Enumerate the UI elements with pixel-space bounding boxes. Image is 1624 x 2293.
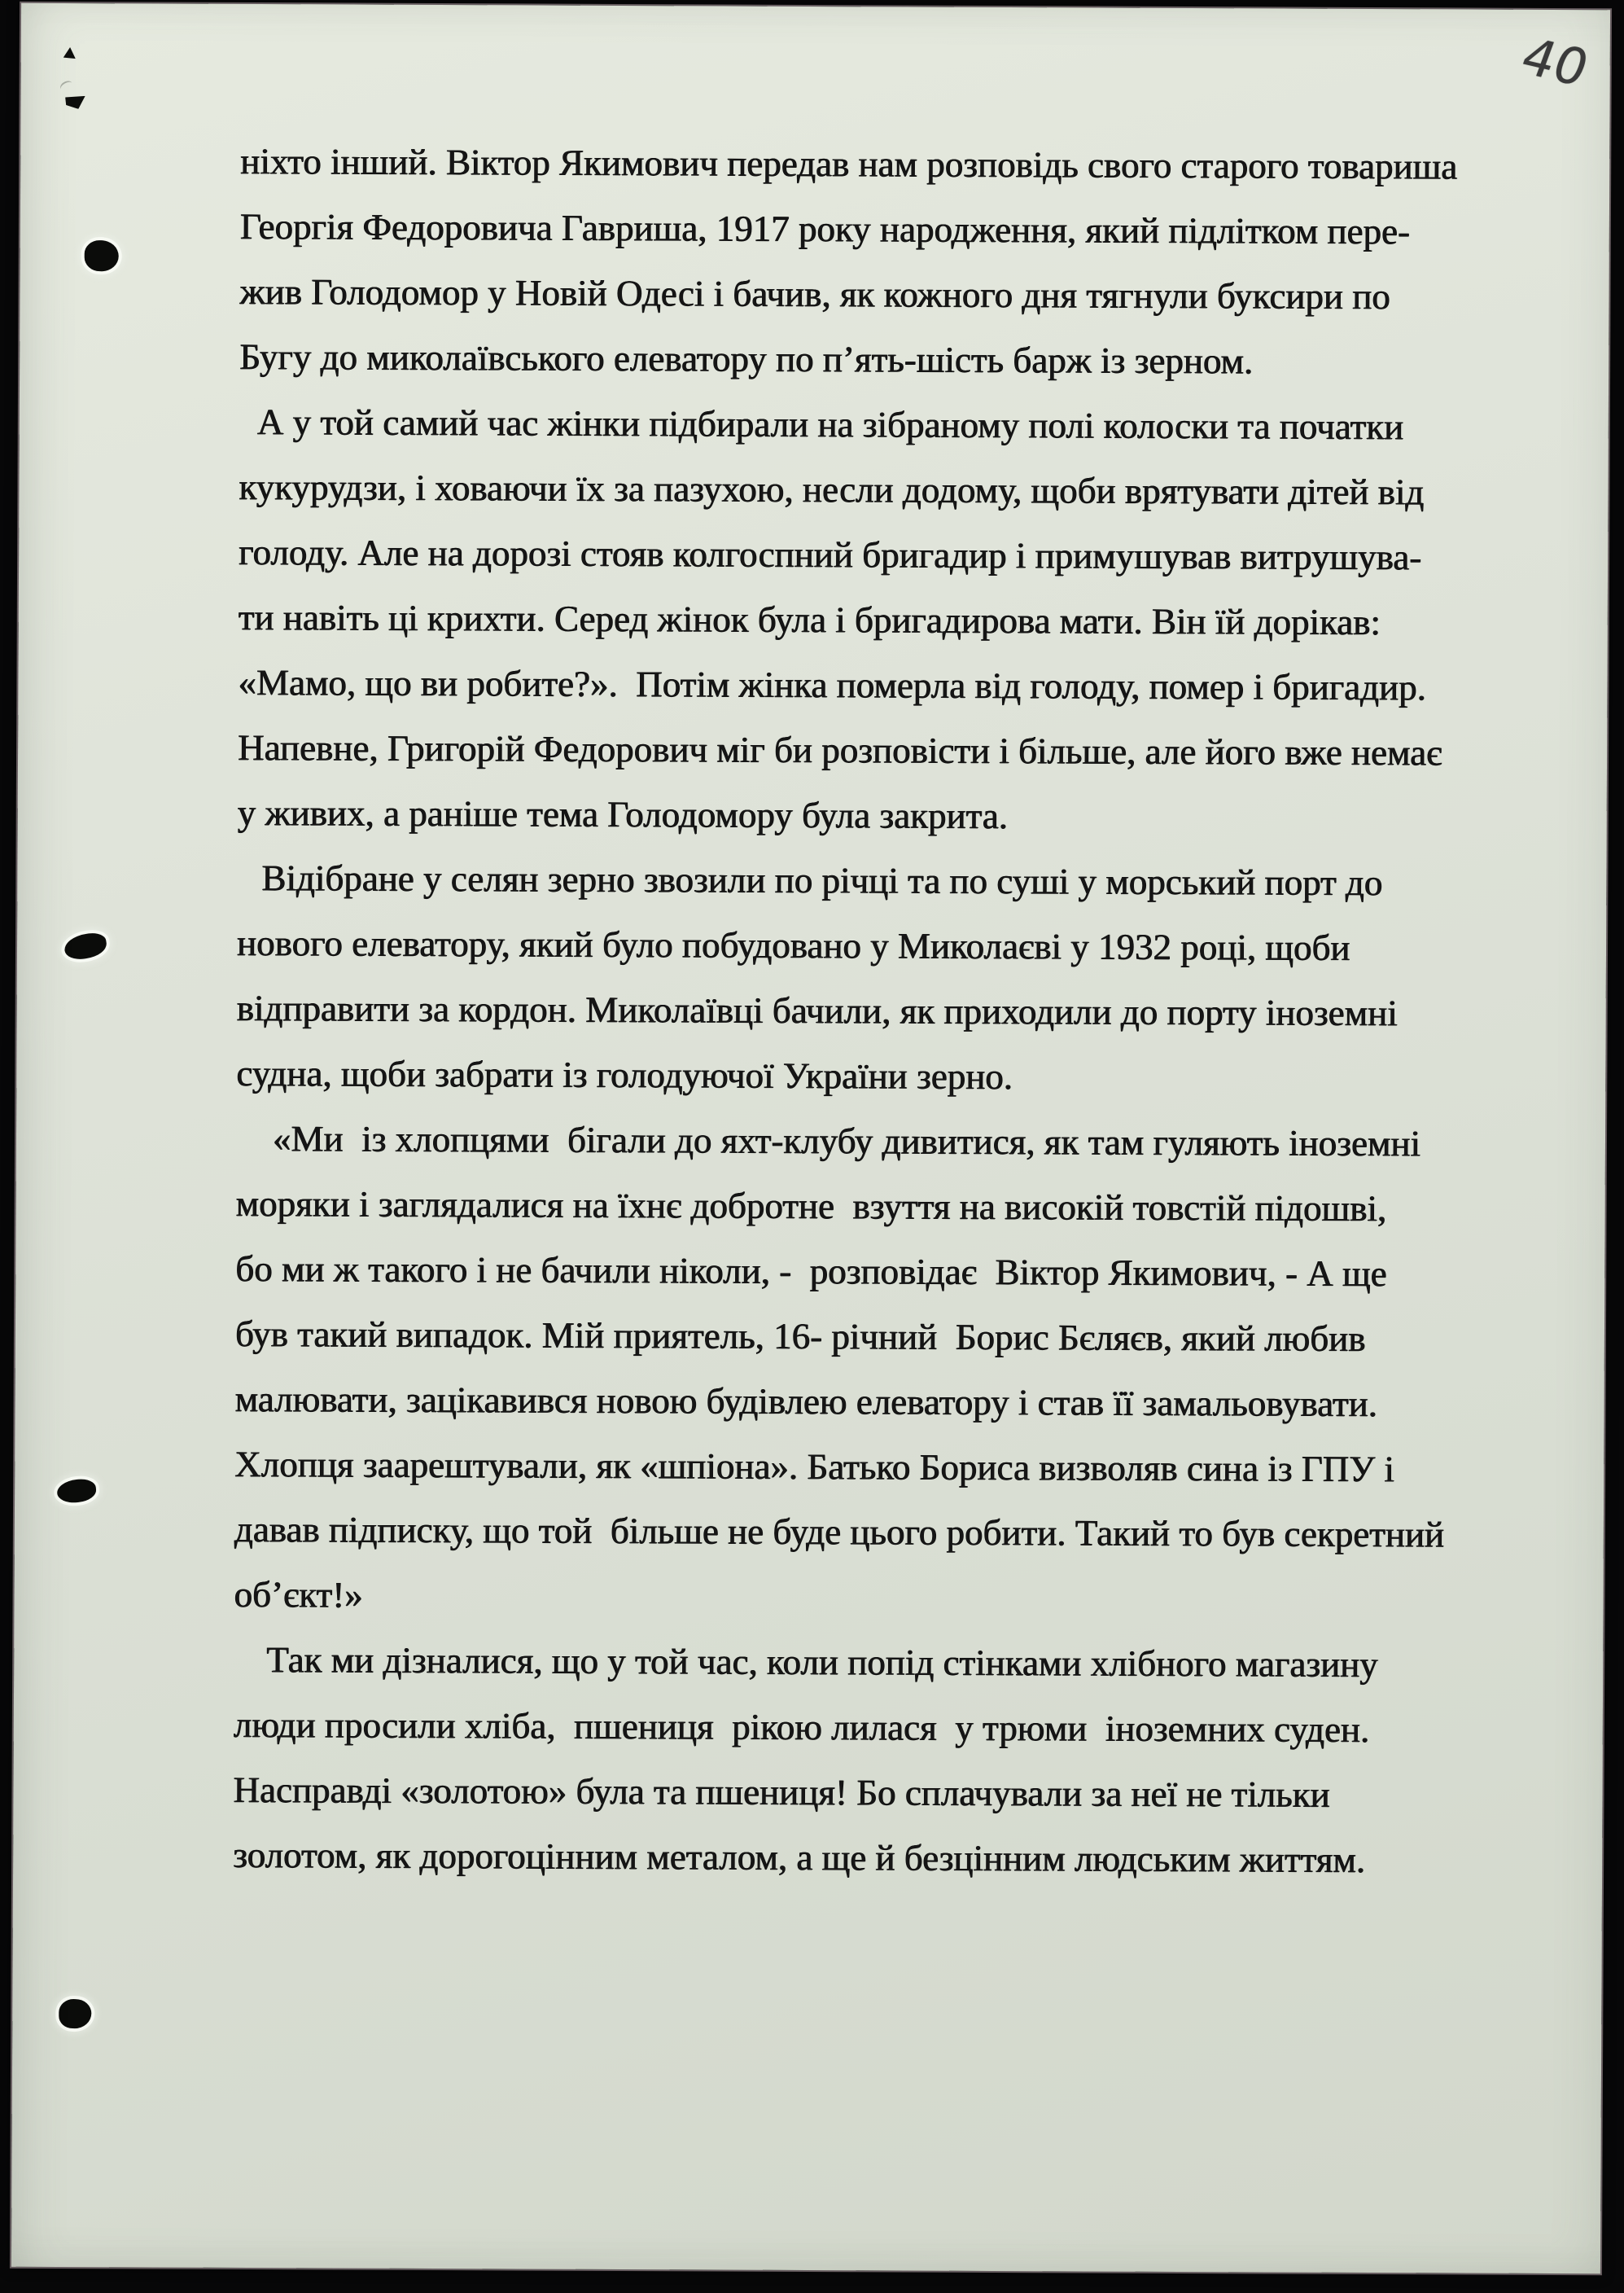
document-page [11,3,1610,2273]
text-line: давав підписку, що той більше не буде цього робити. Такий то був секретний [234,1508,1445,1555]
text-line: Георгія Федоровича Гавриша, 1917 року народження, який підлітком пере- [239,205,1411,252]
text-line: золотом, як дорогоцінним металом, а ще й безцінним людським життям. [233,1834,1366,1880]
text-line: «Мамо, що ви робите?». Потім жінка померла від голоду, помер і бригадир. [238,661,1426,708]
handwritten-page-number: 40 [1513,26,1597,99]
text-line: Напевне, Григорій Федорович міг би розповісти і більше, але його вже немає [237,726,1442,774]
text-line: ти навіть ці крихти. Серед жінок була і бригадирова мати. Він їй дорікав: [238,596,1381,643]
ink-speck [63,93,85,109]
punch-hole [63,932,108,962]
text-line: Бугу до миколаївського елеватору по п’ять-шість барж із зерном. [239,335,1254,382]
punch-hole [56,1478,98,1505]
text-line: судна, щоби забрати із голодуючої України зерно. [236,1052,1013,1098]
text-line: кукурудзи, і ховаючи їх за пазухою, несли додому, щоби врятувати дітей від [239,466,1425,513]
text-line: бо ми ж такого і не бачили ніколи, - розповідає Віктор Якимович, - А ще [235,1247,1387,1295]
text-line: голоду. Але на дорозі стояв колгоспний бригадир і примушував витрушува- [239,531,1422,578]
document-text [233,129,1543,1893]
text-line: Так ми дізналися, що у той час, коли попід стінками хлібного магазину [266,1639,1378,1686]
ink-speck [63,47,76,59]
text-line: Хлопця заарештували, як «шпіона». Батько Бориса визволяв сина із ГПУ і [234,1443,1394,1490]
punch-hole [85,240,119,271]
text-line: Відібране у селян зерно звозили по річці та по суші у морський порт до [261,857,1383,904]
text-line: жив Голодомор у Новій Одесі і бачив, як кожного дня тягнули буксири по [239,270,1390,318]
text-line: у живих, а раніше тема Голодомору була закрита. [237,791,1009,837]
text-line: моряки і заглядалися на їхнє добротне взуття на високій товстій підошві, [235,1182,1387,1230]
text-line: об’єкт!» [234,1573,363,1616]
text-line: нового елеватору, який було побудовано у Миколаєві у 1932 році, щоби [236,922,1350,968]
text-line: був такий випадок. Мій приятель, 16- річний Борис Бєляєв, який любив [234,1313,1366,1359]
paper-scratch [59,79,75,94]
text-line: люди просили хліба, пшениця рікою лилася у трюми іноземних суден. [233,1703,1370,1751]
text-line: А у той самий час жінки підбирали на зібраному полі колоски та початки [256,401,1404,448]
punch-hole [59,1999,91,2028]
text-line: ніхто інший. Віктор Якимович передав нам розповідь свого старого товариша [240,140,1458,187]
text-line: відправити за кордон. Миколаївці бачили, як приходили до порту іноземні [236,987,1398,1034]
text-line: Насправді «золотою» була та пшениця! Бо сплачували за неї не тільки [233,1769,1330,1815]
text-line: «Ми із хлопцями бігали до яхт-клубу дивитися, як там гуляють іноземні [272,1118,1421,1164]
text-line: малювати, зацікавився новою будівлею елеватору і став її замальовувати. [234,1378,1378,1425]
